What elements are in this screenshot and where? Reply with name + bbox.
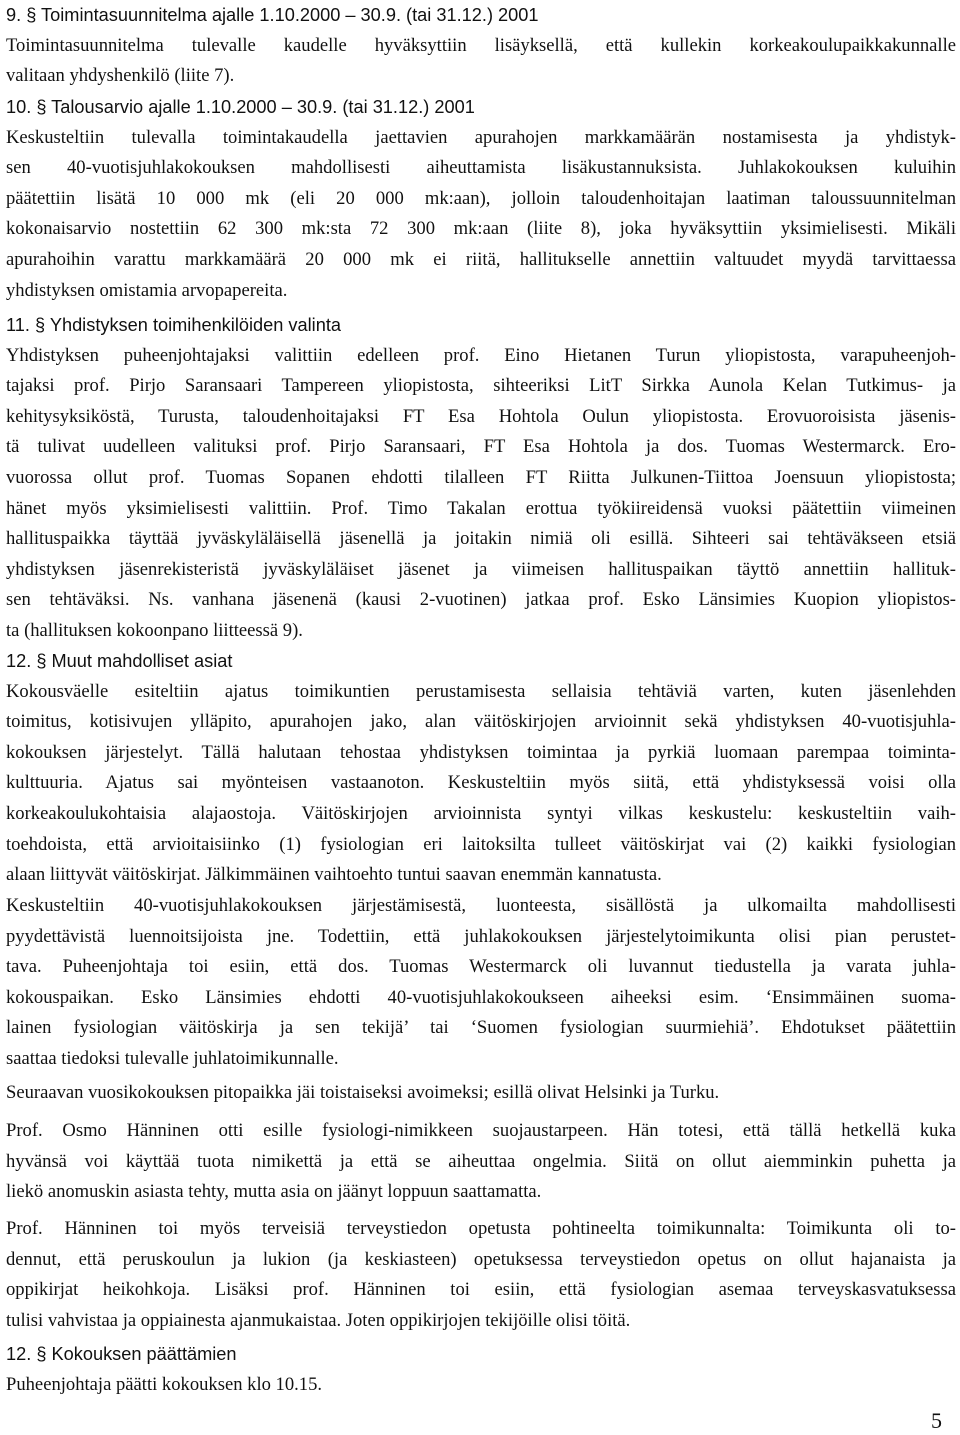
text-line: Toimintasuunnitelma tulevalle kaudelle hyväksyttiin lisäyksellä, että kullekin korkeakoulupaikkakunnalle bbox=[6, 34, 956, 56]
text-line: tulisi vahvistaa ja oppiainesta ajanmukaistaa. Joten oppikirjojen tekijöille olisi töitä. bbox=[6, 1309, 631, 1331]
text-line: dennut, että peruskoulun ja lukion (ja keskiasteen) opetuksessa terveystiedon opetus on ollut hajanaista ja bbox=[6, 1248, 956, 1270]
text-line: kehitysyksiköstä, Turusta, taloudenhoitajaksi FT Esa Hohtola Oulun yliopistosta. Erovuoroisista jäsenis- bbox=[6, 405, 956, 427]
text-line: päätettiin lisätä 10 000 mk (eli 20 000 mk:aan), jolloin taloudenhoitajan laatiman taloussuunnitelman bbox=[6, 187, 956, 209]
section-8 bbox=[6, 1339, 956, 1400]
section-6 bbox=[6, 1116, 956, 1208]
text-line: tä tulivat uudelleen valituksi prof. Pirjo Saransaari, FT Esa Hohtola ja dos. Tuomas Westermarck. Ero- bbox=[6, 436, 956, 458]
section-heading: 12. § Muut mahdolliset asiat bbox=[6, 651, 233, 671]
text-line: hallituspaikka täyttää jyväskyläläisellä jäsenellä ja joitakin nimiä oli esillä. Sihteeri sai tehtäväkseen etsiä bbox=[6, 528, 956, 550]
text-line: kokonaisarvio nostettiin 62 300 mk:sta 72 300 mk:aan (liite 8), joka hyväksyttiin yksimielisesti. Mikäli bbox=[6, 218, 956, 240]
text-line: saattaa tiedoksi tulevalle juhlatoimikunnalle. bbox=[6, 1047, 339, 1069]
text-line: ta (hallituksen kokoonpano liitteessä 9). bbox=[6, 619, 303, 641]
section-7 bbox=[6, 1214, 956, 1336]
page-number: 5 bbox=[931, 1408, 942, 1433]
text-line: liekö anomuskin asiasta tehty, mutta asia on jäänyt loppuun saattamatta. bbox=[6, 1181, 542, 1203]
text-line: tava. Puheenjohtaja toi esiin, että dos. Tuomas Westermarck oli luvannut tiedustella ja varata juhla- bbox=[6, 956, 956, 978]
text-line: valitaan yhdyshenkilö (liite 7). bbox=[6, 65, 235, 87]
section-heading: 12. § Kokouksen päättämien bbox=[6, 1344, 237, 1364]
section-1 bbox=[6, 92, 956, 306]
text-line: oppikirjat heikohkoja. Lisäksi prof. Hänninen toi esiin, että fysiologian asemaa terveyskasvatuksessa bbox=[6, 1279, 956, 1301]
text-line: korkeakoulukohtaisia alajaostoja. Väitöskirjojen arvioinnista syntyi vilkas keskustelu: keskusteltiin vaih- bbox=[6, 802, 956, 824]
text-line: Puheenjohtaja päätti kokouksen klo 10.15. bbox=[6, 1373, 323, 1395]
text-line: tajaksi prof. Pirjo Saransaari Tampereen yliopistosta, sihteeriksi LitT Sirkka Aunola Kelan Tutkimus- ja bbox=[6, 375, 956, 397]
text-line: toehdoista, että arvioitaisiinko (1) fysiologian eri laitoksilta tulleet väitöskirjat vai (2) kaikki fysiologian bbox=[6, 833, 956, 855]
section-5 bbox=[6, 1078, 956, 1109]
section-4 bbox=[6, 891, 956, 1075]
text-line: sen 40-vuotisjuhlakokouksen mahdollisesti aiheuttamista lisäkustannuksista. Juhlakokouksen kuluihin bbox=[6, 157, 956, 179]
section-2 bbox=[6, 310, 956, 647]
text-line: kokouksen järjestelyt. Tällä halutaan tehostaa yhdistyksen toimintaa ja pyrkiä luomaan parempaa toiminta- bbox=[6, 741, 956, 763]
section-heading: 10. § Talousarvio ajalle 1.10.2000 – 30.9. (tai 31.12.) 2001 bbox=[6, 97, 475, 117]
text-line: pyydettävistä luennoitsijoista jne. Todettiin, että juhlakokouksen järjestelytoimikunta olisi pian perustet- bbox=[6, 925, 956, 947]
text-line: toimitus, kotisivujen ylläpito, apurahojen jako, alan väitöskirjojen arvioinnit sekä yhdistyksen 40-vuotisjuhla- bbox=[6, 711, 956, 733]
text-line: hänet myös yksimielisesti valittiin. Prof. Timo Takalan erottua työkiireidensä vuoksi päätettiin viimeinen bbox=[6, 497, 956, 519]
text-line: vuorossa ollut prof. Tuomas Sopanen ehdotti tilalleen FT Riitta Julkunen-Tiittoa Joensuun yliopistosta; bbox=[6, 466, 956, 488]
text-line: yhdistyksen omistamia arvopapereita. bbox=[6, 279, 288, 301]
text-line: sen tehtäväksi. Ns. vanhana jäsenenä (kausi 2-vuotinen) jatkaa prof. Esko Länsimies Kuopion yliopistos- bbox=[6, 589, 956, 611]
text-line: alaan liittyvät väitöskirjat. Jälkimmäinen vaihtoehto tuntui saavan enemmän kannatusta. bbox=[6, 864, 662, 886]
text-line: hyvänsä voi käyttää tuota nimikettä ja että se aiheuttaa ongelmia. Siitä on ollut aiemminkin puhetta ja bbox=[6, 1150, 956, 1172]
section-heading: 11. § Yhdistyksen toimihenkilöiden valinta bbox=[6, 315, 341, 335]
text-line: Seuraavan vuosikokouksen pitopaikka jäi toistaiseksi avoimeksi; esillä olivat Helsinki ja Turku. bbox=[6, 1082, 720, 1103]
text-line: Keskusteltiin tulevalla toimintakaudella jaettavien apurahojen markkamäärän nostamisesta ja yhdistyk- bbox=[6, 126, 956, 148]
text-line: lainen fysiologian väitöskirja ja sen tekijä’ tai ‘Suomen fysiologian suurmiehiä’. Ehdotukset päätettiin bbox=[6, 1017, 956, 1039]
text-line: kulttuuria. Ajatus sai myönteisen vastaanoton. Keskusteltiin myös siitä, että yhdistyksessä voisi olla bbox=[6, 772, 956, 794]
section-heading: 9. § Toimintasuunnitelma ajalle 1.10.2000 – 30.9. (tai 31.12.) 2001 bbox=[6, 5, 539, 25]
section-3 bbox=[6, 646, 956, 891]
text-line: kokouspaikan. Esko Länsimies ehdotti 40-vuotisjuhlakokoukseen aiheeksi esim. ‘Ensimmäinen suoma- bbox=[6, 986, 956, 1008]
section-0 bbox=[6, 0, 956, 92]
text-line: apurahoihin varattu markkamäärä 20 000 mk ei riitä, hallitukselle annettiin valtuudet myydä tarvittaessa bbox=[6, 248, 956, 270]
text-line: yhdistyksen jäsenrekisteristä jyväskyläläiset jäsenet ja viimeisen hallituspaikan täyttö annettiin hallituk- bbox=[6, 558, 956, 580]
text-line: Prof. Osmo Hänninen otti esille fysiologi-nimikkeen suojaustarpeen. Hän totesi, että tällä hetkellä kuka bbox=[6, 1120, 956, 1141]
text-line: Keskusteltiin 40-vuotisjuhlakokouksen järjestämisestä, luonteesta, sisällöstä ja ulkomailta mahdollisesti bbox=[6, 895, 956, 916]
text-line: Yhdistyksen puheenjohtajaksi valittiin edelleen prof. Eino Hietanen Turun yliopistosta, varapuheenjoh- bbox=[6, 344, 956, 366]
text-line: Kokousväelle esiteltiin ajatus toimikuntien perustamisesta sellaisia tehtäviä varten, kuten jäsenlehden bbox=[6, 680, 956, 702]
text-line: Prof. Hänninen toi myös terveisiä terveystiedon opetusta pohtineelta toimikunnalta: Toimikunta oli to- bbox=[6, 1218, 956, 1239]
